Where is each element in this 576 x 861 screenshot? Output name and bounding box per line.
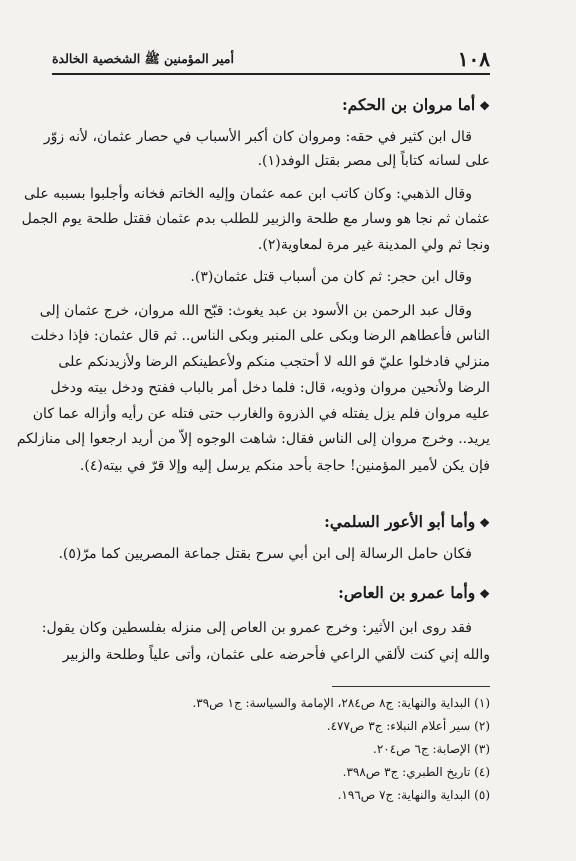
footnote: (٢) سير أعلام النبلاء: ج٣ ص٤٧٧.: [326, 719, 490, 733]
footnote: (١) البداية والنهاية: ج٨ ص٢٨٤، الإمامة والسياسة: ج١ ص٣٩.: [192, 696, 490, 710]
text-line: ونجا ثم ولي المدينة غير مرة لمعاوية(٢).: [257, 237, 490, 253]
text-line: الناس فأعطاهم الرضا وبكى على المنبر وبكى الناس.. ثم قال عثمان: فإذا دخلت: [30, 328, 490, 344]
text-line: فقد روى ابن الأثير: وخرج عمرو بن العاص إلى منزله بفلسطين وكان يقول:: [41, 620, 472, 636]
text-line: يريد.. وخرج مروان إلى الناس فقال: شاهت الوجوه إلاّ من أريد ارجعوا إلى منازلكم: [16, 431, 490, 447]
page-number: ١٠٨: [457, 47, 490, 71]
text-line: فكان حامل الرسالة إلى ابن أبي سرح بقتل جماعة المصريين كما مرّ(٥).: [58, 546, 472, 562]
footnote: (٣) الإصابة: ج٦ ص٢٠٤.: [373, 742, 490, 756]
footnote: (٥) البداية والنهاية: ج٧ ص١٩٦.: [337, 788, 490, 802]
text-line: وقال ابن حجر: ثم كان من أسباب قتل عثمان(٣).: [190, 269, 472, 285]
text-line: وقال عبد الرحمن بن الأسود بن عبد يغوث: قبّح الله مروان، خرج عثمان إلى: [39, 303, 472, 319]
text-line: وقال الذهبي: وكان كاتب ابن عمه عثمان وإليه الخاتم فخانه وأجلبوا بسببه على: [24, 186, 472, 202]
diamond-bullet-icon: ❖: [479, 99, 490, 113]
diamond-bullet-icon: ❖: [479, 516, 490, 530]
text-line: منزلي فادخلوا عليّ فو الله لا أحتجب منكم ولأعطينكم الرضا ولأزيدنكم على: [58, 354, 490, 370]
diamond-bullet-icon: ❖: [479, 587, 490, 601]
text-line: عليه مروان فلم يزل يفتله في الذروة والغارب حتى فتله عن رأيه وأزاله عما كان: [32, 406, 490, 422]
section-heading: ❖وأما عمرو بن العاص:: [338, 583, 490, 602]
running-title: أمير المؤمنين ﷺ الشخصية الخالدة: [52, 51, 234, 66]
header-divider: [52, 73, 490, 75]
section-heading: ❖أما مروان بن الحكم:: [341, 95, 490, 114]
text-line: فإن يكن لأمير المؤمنين! حاجة بأحد منكم يرسل إليه وإلا قرّ في بيته(٤).: [79, 458, 490, 474]
footnote-divider: [332, 686, 490, 687]
text-line: الرضا ولأنحين مروان وذويه، قال: فلما دخل أمر بالباب ففتح ودخل بيته ودخل: [50, 380, 490, 396]
section-heading: ❖وأما أبو الأعور السلمي:: [324, 512, 490, 531]
text-line: قال ابن كثير في حقه: ومروان كان أكبر الأسباب في حصار عثمان، لأنه زوّر: [43, 129, 472, 145]
text-line: على لسانه كتاباً إلى مصر بقتل الوفد(١).: [257, 153, 490, 169]
text-line: عثمان ثم نجا هو وسار مع طلحة والزبير للطلب بدم عثمان فقتل طلحة يوم الجمل: [21, 211, 490, 227]
footnote: (٤) تاريخ الطبري: ج٣ ص٣٩٨.: [342, 765, 490, 779]
text-line: والله إني كنت لألقي الراعي فأحرضه على عثمان، وأتى علياً وطلحة والزبير: [62, 647, 490, 663]
page-header: [52, 46, 490, 72]
